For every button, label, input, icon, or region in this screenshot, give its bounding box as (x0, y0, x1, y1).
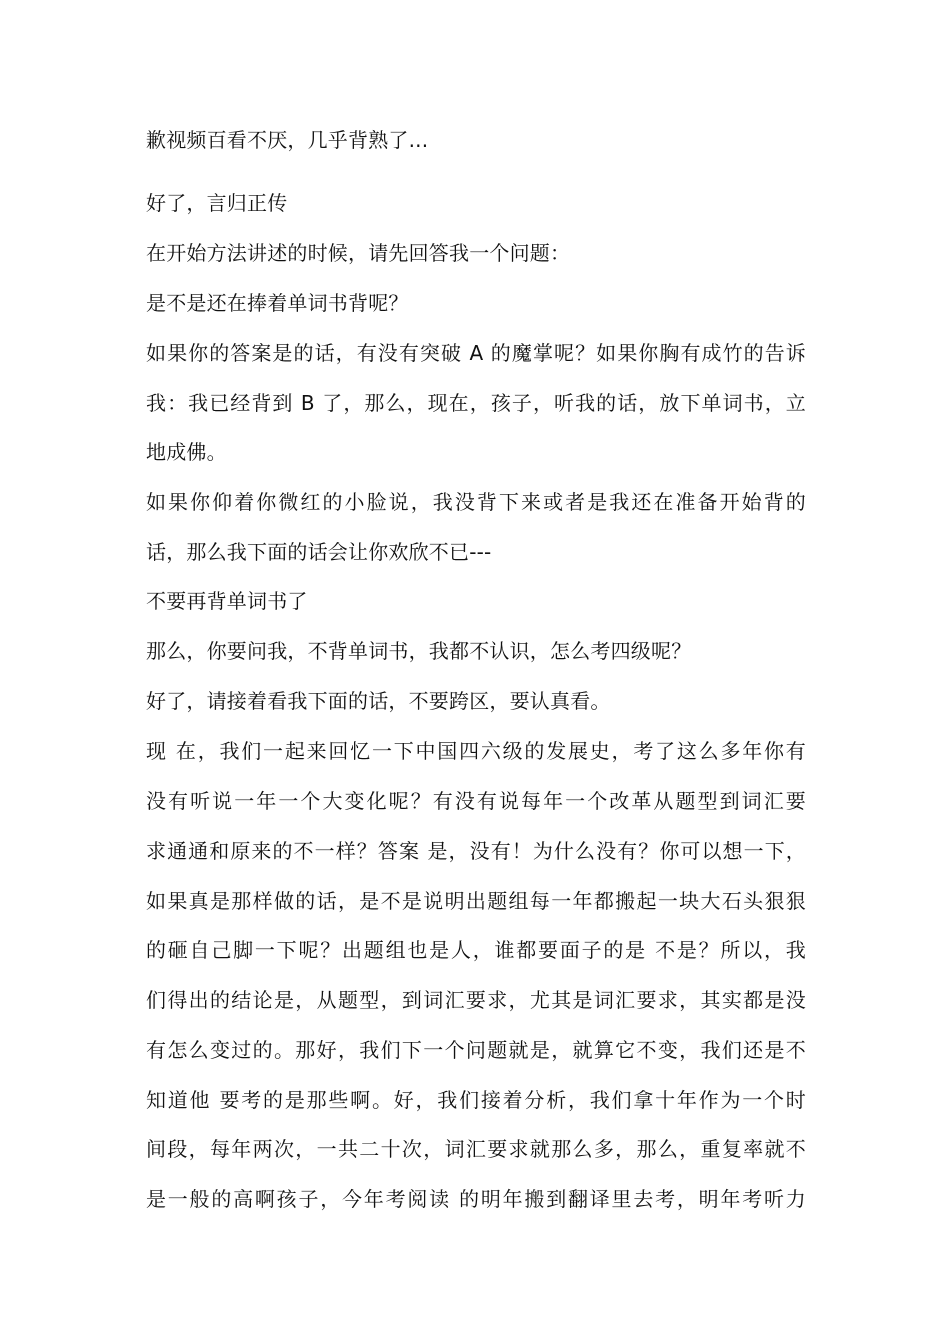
text-line-8: 如果你仰着你微红的小脸说，我没背下来或者是我还在准备开始背的 (146, 490, 806, 514)
text-line-5: 如果你的答案是的话，有没有突破 A 的魔掌呢？如果你胸有成竹的告诉 (146, 341, 806, 365)
text-line-10: 不要再背单词书了 (146, 589, 308, 613)
text-line-9: 话，那么我下面的话会让你欢欣不已--- (146, 540, 492, 564)
text-line-11: 那么，你要问我，不背单词书，我都不认识，怎么考四级呢？ (146, 639, 692, 663)
text-line-7: 地成佛。 (146, 440, 227, 464)
text-line-20: 知道他 要考的是那些啊。好，我们接着分析，我们拿十年作为一个时 (146, 1088, 806, 1112)
text-line-14: 没有听说一年一个大变化呢？有没有说每年一个改革从题型到词汇要 (146, 789, 806, 813)
text-line-18: 们得出的结论是，从题型，到词汇要求，尤其是词汇要求，其实都是没 (146, 988, 806, 1012)
text-line-3: 在开始方法讲述的时候，请先回答我一个问题： (146, 241, 571, 265)
text-line-16: 如果真是那样做的话，是不是说明出题组每一年都搬起一块大石头狠狠 (146, 889, 806, 913)
text-line-12: 好了，请接着看我下面的话，不要跨区，要认真看。 (146, 689, 611, 713)
text-line-15: 求通通和原来的不一样？答案 是，没有！为什么没有？你可以想一下， (146, 839, 806, 863)
text-line-13: 现 在，我们一起来回忆一下中国四六级的发展史，考了这么多年你有 (146, 739, 806, 763)
text-line-6: 我：我已经背到 B 了，那么，现在，孩子，听我的话，放下单词书，立 (146, 391, 806, 415)
text-line-2: 好了，言归正传 (146, 191, 288, 215)
text-line-4: 是不是还在捧着单词书背呢？ (146, 291, 409, 315)
text-line-19: 有怎么变过的。那好，我们下一个问题就是，就算它不变，我们还是不 (146, 1038, 806, 1062)
text-line-1: 歉视频百看不厌，几乎背熟了... (146, 128, 429, 152)
text-line-22: 是一般的高啊孩子，今年考阅读 的明年搬到翻译里去考，明年考听力 (146, 1187, 806, 1211)
text-line-17: 的砸自己脚一下呢？出题组也是人，谁都要面子的是 不是？所以，我 (146, 938, 806, 962)
text-line-21: 间段，每年两次，一共二十次，词汇要求就那么多，那么，重复率就不 (146, 1137, 806, 1161)
